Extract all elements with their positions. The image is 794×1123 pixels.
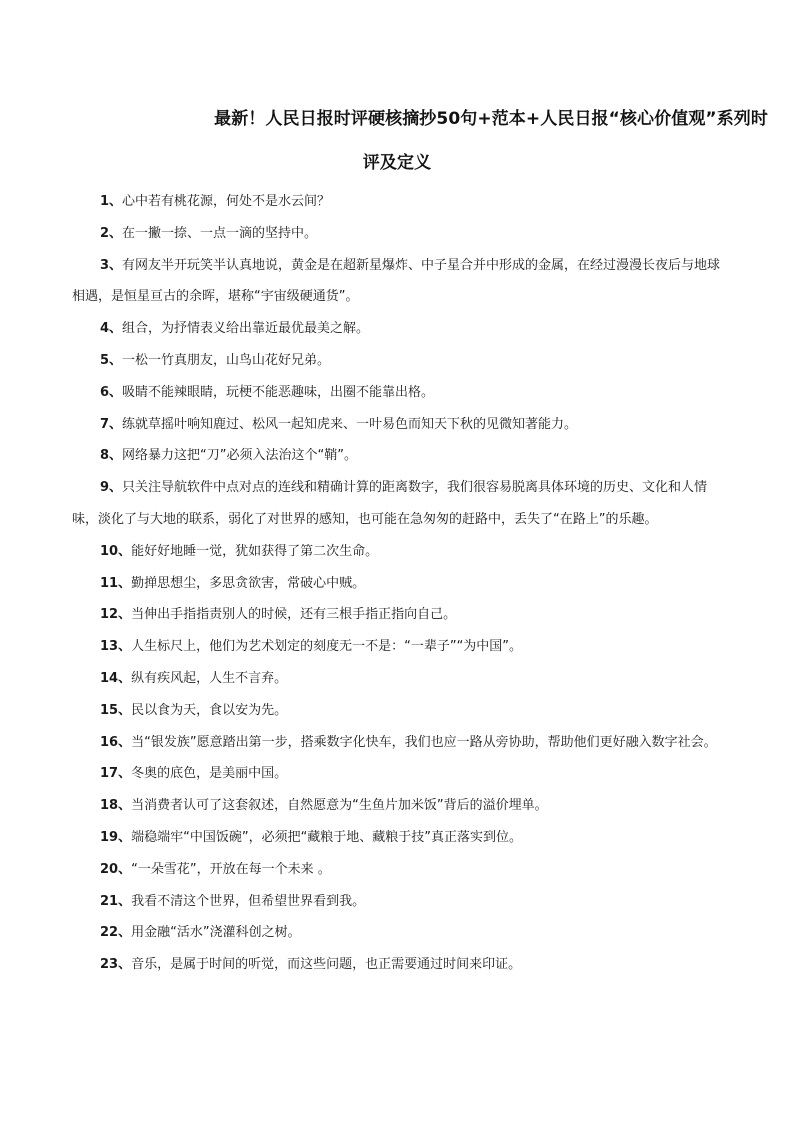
item-number: 23、 bbox=[100, 957, 132, 973]
item-text: 用金融“活水”浇灌科创之树。 bbox=[131, 925, 301, 941]
item-text: 当伸出手指指责别人的时候，还有三根手指正指向自己。 bbox=[131, 607, 457, 623]
item-number: 8、 bbox=[100, 448, 123, 464]
item-text: 当消费者认可了这套叙述，自然愿意为“生鱼片加米饭”背后的溢价埋单。 bbox=[131, 798, 548, 814]
item-text: 勤掸思想尘，多思贪欲害，常破心中贼。 bbox=[131, 575, 366, 591]
item-number: 12、 bbox=[100, 607, 132, 623]
item-text: 能好好地睡一觉，犹如获得了第二次生命。 bbox=[131, 543, 379, 559]
item-number: 6、 bbox=[100, 384, 123, 400]
item-number: 13、 bbox=[100, 639, 132, 655]
item-text: 人生标尺上，他们为艺术划定的刻度无一不是：“一辈子”“为中国”。 bbox=[131, 639, 523, 655]
item-number: 19、 bbox=[100, 829, 132, 845]
item-text: 吸睛不能辣眼睛，玩梗不能恶趣味，出圈不能靠出格。 bbox=[122, 384, 435, 400]
item-number: 18、 bbox=[100, 798, 132, 814]
item-text: 音乐，是属于时间的听觉，而这些问题，也正需要通过时间来印证。 bbox=[131, 957, 522, 973]
list-item bbox=[72, 727, 726, 759]
item-number: 16、 bbox=[100, 734, 132, 750]
item-number: 15、 bbox=[100, 702, 132, 718]
list-item bbox=[72, 313, 726, 345]
item-text: 练就草摇叶响知鹿过、松风一起知虎来、一叶易色而知天下秋的见微知著能力。 bbox=[122, 416, 578, 432]
list-item bbox=[72, 949, 726, 981]
item-number: 3、 bbox=[100, 257, 123, 273]
list-item bbox=[72, 917, 726, 949]
item-text: 端稳端牢“中国饭碗”，必须把“藏粮于地、藏粮于技”真正落实到位。 bbox=[131, 829, 523, 845]
list-item bbox=[72, 854, 726, 886]
item-number: 22、 bbox=[100, 925, 132, 941]
list-item bbox=[72, 631, 726, 663]
item-number: 14、 bbox=[100, 670, 132, 686]
item-text: 只关注导航软件中点对点的连线和精确计算的距离数字，我们很容易脱离具体环境的历史、文化和人情味，淡化了与大地的联系，弱化了对世界的感知，也可能在急匆匆的赶路中，丢失了“在路上”的乐趣。 bbox=[72, 480, 708, 527]
item-number: 7、 bbox=[100, 416, 123, 432]
item-text: 组合，为抒情表义给出靠近最优最美之解。 bbox=[122, 321, 370, 337]
list-item bbox=[72, 758, 726, 790]
list-item bbox=[72, 250, 726, 314]
document-title-line2: 评及定义 bbox=[362, 153, 432, 173]
document-title-line1: 最新！人民日报时评硬核摘抄50句+范本+人民日报“核心价值观”系列时 bbox=[214, 109, 768, 129]
item-number: 17、 bbox=[100, 766, 132, 782]
list-item bbox=[72, 695, 726, 727]
list-item bbox=[72, 599, 726, 631]
item-text: “一朵雪花”，开放在每一个未来 。 bbox=[131, 861, 331, 877]
list-item bbox=[72, 186, 726, 218]
item-text: 有网友半开玩笑半认真地说，黄金是在超新星爆炸、中子星合并中形成的金属，在经过漫漫长夜后与地球相遇，是恒星亘古的余晖，堪称“宇宙级硬通货”。 bbox=[72, 257, 721, 305]
list-item bbox=[72, 536, 726, 568]
item-text: 我看不清这个世界，但希望世界看到我。 bbox=[131, 893, 366, 909]
item-number: 1、 bbox=[100, 194, 123, 209]
list-item bbox=[72, 568, 726, 600]
item-number: 10、 bbox=[100, 543, 132, 559]
item-text: 纵有疾风起，人生不言弃。 bbox=[131, 670, 288, 686]
list-item bbox=[72, 377, 726, 409]
item-text: 一松一竹真朋友，山鸟山花好兄弟。 bbox=[122, 352, 331, 368]
item-text: 冬奥的底色，是美丽中国。 bbox=[131, 766, 288, 782]
quote-list bbox=[72, 186, 726, 981]
item-text: 在一撇一捺、一点一滴的坚持中。 bbox=[122, 225, 318, 241]
item-number: 2、 bbox=[100, 225, 123, 241]
list-item bbox=[72, 218, 726, 250]
item-text: 当“银发族”愿意踏出第一步，搭乘数字化快车，我们也应一路从旁协助，帮助他们更好融入数字社会。 bbox=[131, 734, 717, 750]
item-text: 心中若有桃花源，何处不是水云间？ bbox=[122, 194, 331, 209]
list-item bbox=[72, 886, 726, 918]
item-number: 5、 bbox=[100, 352, 123, 368]
list-item bbox=[72, 790, 726, 822]
list-item bbox=[72, 472, 726, 536]
list-item bbox=[72, 663, 726, 695]
item-number: 21、 bbox=[100, 893, 132, 909]
item-number: 9、 bbox=[100, 480, 123, 496]
item-number: 20、 bbox=[100, 861, 132, 877]
list-item bbox=[72, 409, 726, 441]
item-number: 4、 bbox=[100, 321, 123, 337]
list-item bbox=[72, 822, 726, 854]
list-item bbox=[72, 440, 726, 472]
item-text: 网络暴力这把“刀”必须入法治这个“鞘”。 bbox=[122, 448, 357, 464]
item-number: 11、 bbox=[100, 575, 132, 591]
item-text: 民以食为天，食以安为先。 bbox=[131, 702, 288, 718]
list-item bbox=[72, 345, 726, 377]
